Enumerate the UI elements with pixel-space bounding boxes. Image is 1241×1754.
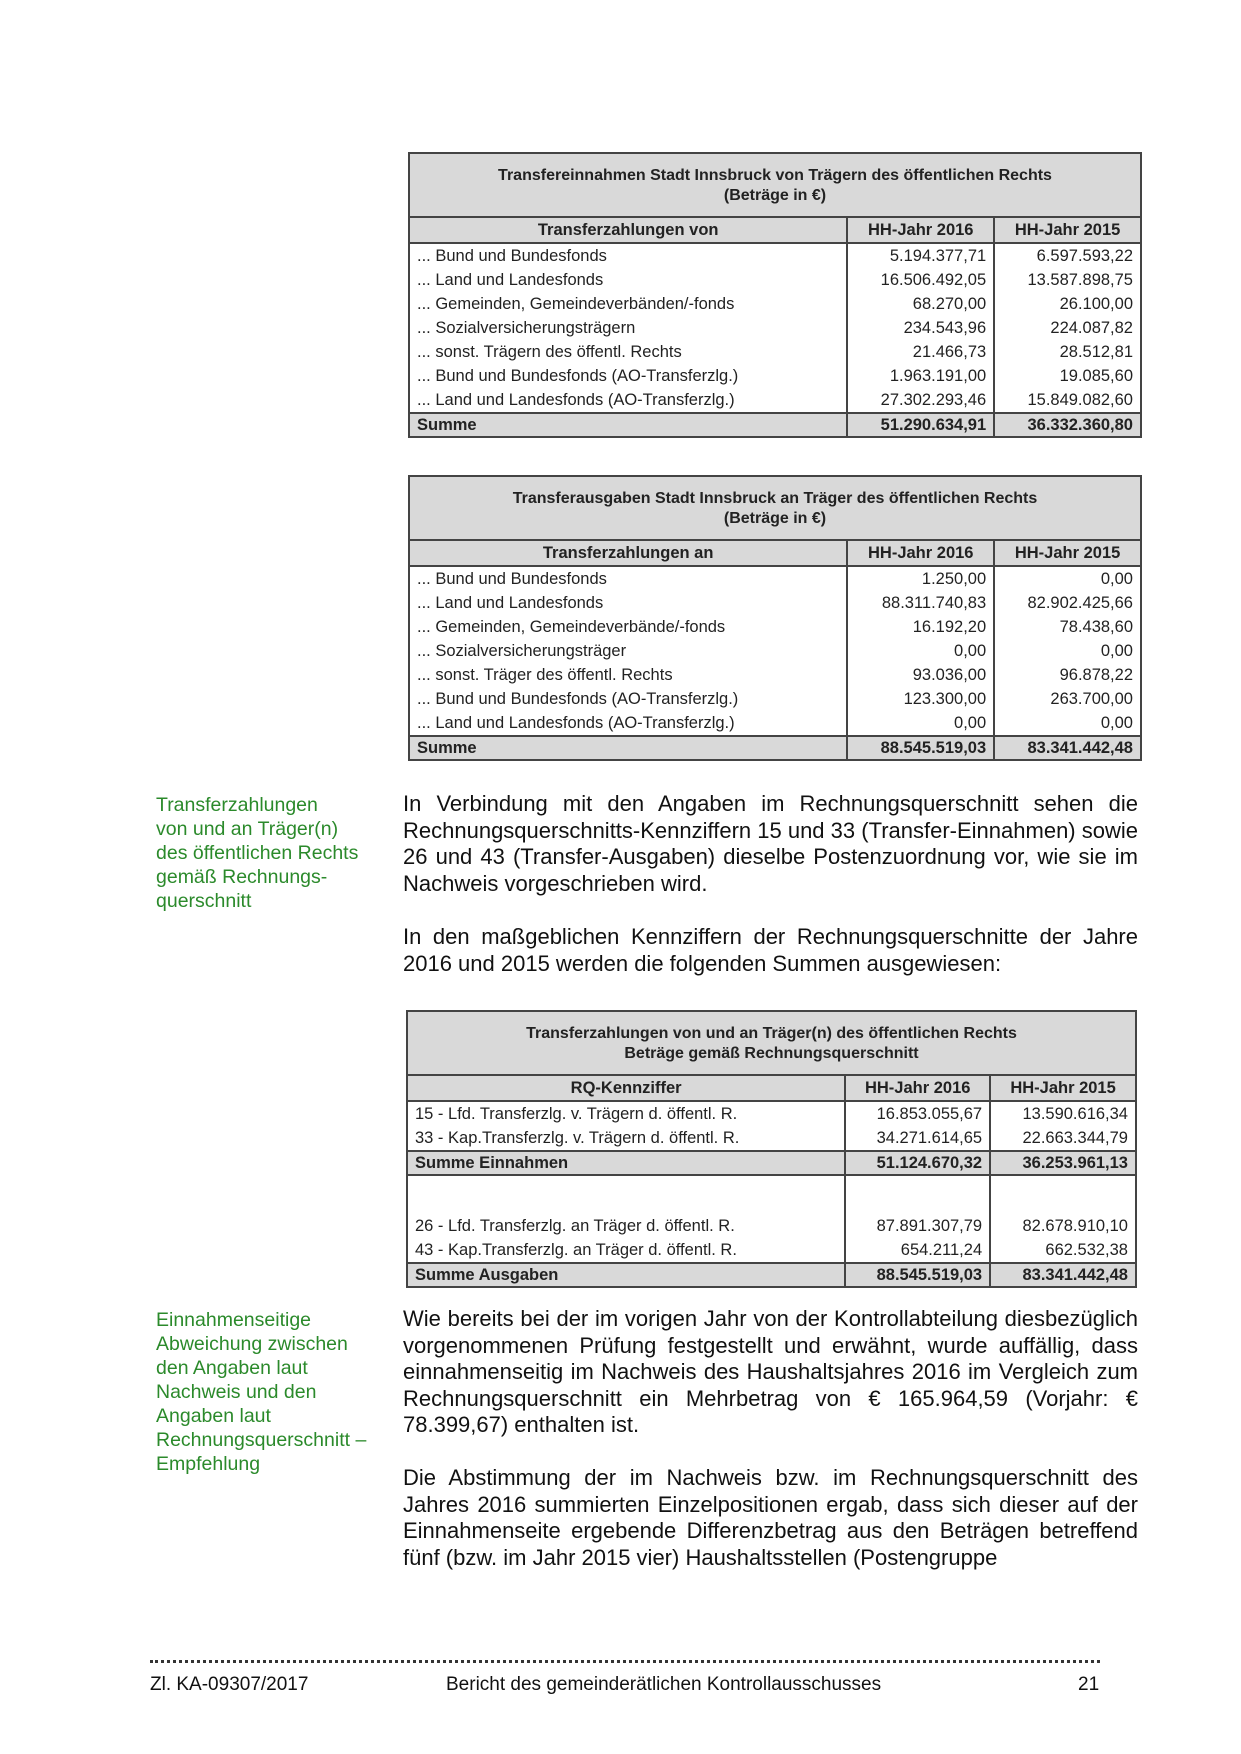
- margin-note-line: querschnitt: [156, 890, 252, 912]
- column-header: HH-Jahr 2015: [990, 1075, 1136, 1101]
- row-label: ... Land und Landesfonds: [417, 271, 604, 289]
- margin-note-line: von und an Träger(n): [156, 818, 339, 840]
- value-2016: 87.891.307,79: [845, 1214, 990, 1238]
- row-label: 33 - Kap.Transferzlg. v. Trägern d. öffentl. R.: [415, 1129, 740, 1147]
- footer-divider: [150, 1660, 1100, 1663]
- margin-note-line: Empfehlung: [156, 1453, 261, 1475]
- margin-note-income-deviation: [156, 1308, 396, 1476]
- sum-2016: 88.545.519,03: [847, 736, 994, 760]
- income-sum-row: [407, 1151, 1136, 1175]
- row-label: 43 - Kap.Transferzlg. an Träger d. öffentl. R.: [415, 1241, 737, 1259]
- value-2015: 224.087,82: [994, 316, 1141, 340]
- value-2015: 6.597.593,22: [994, 243, 1141, 268]
- table-header-row: [409, 540, 1141, 566]
- row-label: ... Sozialversicherungsträger: [417, 642, 627, 660]
- table-title-row: [409, 476, 1141, 540]
- table-row: [407, 1238, 1136, 1263]
- value-2016: 16.853.055,67: [845, 1101, 990, 1126]
- transfer-expense-table: [408, 475, 1142, 761]
- column-header: Transferzahlungen an: [409, 540, 847, 566]
- row-label: 15 - Lfd. Transferzlg. v. Trägern d. öffentl. R.: [415, 1105, 738, 1123]
- row-label: ... sonst. Träger des öffentl. Rechts: [417, 666, 673, 684]
- value-2015: 0,00: [994, 711, 1141, 736]
- value-2015: 19.085,60: [994, 364, 1141, 388]
- table-title: Transferausgaben Stadt Innsbruck an Träger des öffentlichen Rechts: [512, 490, 1038, 507]
- value-2016: 16.506.492,05: [847, 268, 994, 292]
- value-2015: 662.532,38: [990, 1238, 1136, 1263]
- value-2015: 82.678.910,10: [990, 1214, 1136, 1238]
- row-label: ... Bund und Bundesfonds (AO-Transferzlg.): [417, 367, 739, 385]
- sum-2015: 36.253.961,13: [990, 1151, 1136, 1175]
- table-row: [409, 364, 1141, 388]
- sum-2015: 36.332.360,80: [994, 413, 1141, 437]
- row-label: ... Land und Landesfonds: [417, 594, 604, 612]
- row-label: ... Gemeinden, Gemeindeverbänden/-fonds: [417, 295, 735, 313]
- spacer-row: [407, 1175, 1136, 1214]
- value-2016: 0,00: [847, 639, 994, 663]
- value-2015: 263.700,00: [994, 687, 1141, 711]
- row-label: ... Land und Landesfonds (AO-Transferzlg.): [417, 714, 735, 732]
- margin-note-line: Transferzahlungen: [156, 794, 318, 816]
- row-label: ... sonst. Trägern des öffentl. Rechts: [417, 343, 682, 361]
- table-title: Transferzahlungen von und an Träger(n) des öffentlichen Rechts: [526, 1025, 1017, 1042]
- margin-note-line: des öffentlichen Rechts: [156, 842, 359, 864]
- sum-2016: 51.290.634,91: [847, 413, 994, 437]
- sum-label: Summe: [409, 736, 847, 760]
- sum-2015: 83.341.442,48: [990, 1263, 1136, 1287]
- expense-sum-row: [407, 1263, 1136, 1287]
- sum-row: [409, 736, 1141, 760]
- table-subtitle: (Beträge in €): [723, 187, 827, 204]
- column-header: HH-Jahr 2015: [994, 540, 1141, 566]
- margin-note-line: Einnahmenseitige: [156, 1309, 312, 1331]
- table-row: [409, 566, 1141, 591]
- value-2015: 15.849.082,60: [994, 388, 1141, 413]
- value-2015: 22.663.344,79: [990, 1126, 1136, 1151]
- table-row: [409, 316, 1141, 340]
- body-paragraph: In Verbindung mit den Angaben im Rechnungsquerschnitt sehen die Rechnungsquerschnitts-Kennziffern 15 und 33 (Transfer-Einnahmen) sowie 26 und 43 (Transfer-Ausgaben) dieselbe Postenzuordnung vor, wie sie im Nachweis vorgeschrieben wird.: [403, 791, 1138, 896]
- table-row: [409, 268, 1141, 292]
- value-2016: 68.270,00: [847, 292, 994, 316]
- value-2016: 234.543,96: [847, 316, 994, 340]
- sum-label: Summe: [409, 413, 847, 437]
- table-row: [409, 591, 1141, 615]
- value-2015: 26.100,00: [994, 292, 1141, 316]
- column-header: HH-Jahr 2015: [994, 217, 1141, 243]
- margin-note-line: Angaben laut: [156, 1405, 271, 1427]
- margin-note-line: den Angaben laut: [156, 1357, 308, 1379]
- table-row: [409, 340, 1141, 364]
- table-row: [409, 615, 1141, 639]
- table-row: [409, 292, 1141, 316]
- row-label: ... Bund und Bundesfonds (AO-Transferzlg.): [417, 690, 739, 708]
- value-2015: 96.878,22: [994, 663, 1141, 687]
- value-2016: 27.302.293,46: [847, 388, 994, 413]
- row-label: ... Bund und Bundesfonds: [417, 570, 607, 588]
- margin-note-transfer-payments: [156, 793, 386, 913]
- value-2016: 1.963.191,00: [847, 364, 994, 388]
- value-2016: 1.250,00: [847, 566, 994, 591]
- row-label: ... Bund und Bundesfonds: [417, 247, 607, 265]
- column-header: RQ-Kennziffer: [407, 1075, 845, 1101]
- sum-2016: 88.545.519,03: [845, 1263, 990, 1287]
- rq-transfer-table: [406, 1010, 1137, 1288]
- table-row: [407, 1101, 1136, 1126]
- sum-label: Summe Ausgaben: [407, 1263, 845, 1287]
- table-title-row: [407, 1011, 1136, 1075]
- table-subtitle: Beträge gemäß Rechnungsquerschnitt: [624, 1045, 919, 1062]
- value-2015: 13.590.616,34: [990, 1101, 1136, 1126]
- value-2015: 28.512,81: [994, 340, 1141, 364]
- value-2015: 0,00: [994, 639, 1141, 663]
- row-label: ... Sozialversicherungsträgern: [417, 319, 636, 337]
- margin-note-line: Nachweis und den: [156, 1381, 317, 1403]
- column-header: HH-Jahr 2016: [847, 217, 994, 243]
- table-header-row: [409, 217, 1141, 243]
- value-2015: 82.902.425,66: [994, 591, 1141, 615]
- value-2016: 21.466,73: [847, 340, 994, 364]
- column-header: HH-Jahr 2016: [845, 1075, 990, 1101]
- table-row: [409, 711, 1141, 736]
- value-2016: 654.211,24: [845, 1238, 990, 1263]
- sum-2016: 51.124.670,32: [845, 1151, 990, 1175]
- row-label: ... Land und Landesfonds (AO-Transferzlg.): [417, 391, 735, 409]
- table-header-row: [407, 1075, 1136, 1101]
- value-2016: 123.300,00: [847, 687, 994, 711]
- value-2016: 93.036,00: [847, 663, 994, 687]
- column-header: Transferzahlungen von: [409, 217, 847, 243]
- table-row: [407, 1214, 1136, 1238]
- value-2016: 5.194.377,71: [847, 243, 994, 268]
- table-row: [409, 663, 1141, 687]
- value-2016: 16.192,20: [847, 615, 994, 639]
- table-title-row: [409, 153, 1141, 217]
- table-row: [409, 639, 1141, 663]
- sum-row: [409, 413, 1141, 437]
- body-paragraph: In den maßgeblichen Kennziffern der Rechnungsquerschnitte der Jahre 2016 und 2015 werden die folgenden Summen ausgewiesen:: [403, 924, 1138, 976]
- column-header: HH-Jahr 2016: [847, 540, 994, 566]
- margin-note-line: Abweichung zwischen: [156, 1333, 348, 1355]
- footer-reference: Zl. KA-09307/2017: [150, 1674, 309, 1695]
- margin-note-line: Rechnungsquerschnitt –: [156, 1429, 367, 1451]
- body-paragraph: Die Abstimmung der im Nachweis bzw. im Rechnungsquerschnitt des Jahres 2016 summierten Einzelpositionen ergab, dass sich dieser auf der Einnahmenseite ergebende Differenzbetrag aus den Beträgen betreffend fünf (bzw. im Jahr 2015 vier) Haushaltsstellen (Postengruppe: [403, 1465, 1138, 1570]
- row-label: 26 - Lfd. Transferzlg. an Träger d. öffentl. R.: [415, 1217, 735, 1235]
- table-subtitle: (Beträge in €): [723, 510, 827, 527]
- sum-2015: 83.341.442,48: [994, 736, 1141, 760]
- value-2015: 0,00: [994, 566, 1141, 591]
- value-2015: 78.438,60: [994, 615, 1141, 639]
- body-paragraph: Wie bereits bei der im vorigen Jahr von der Kontrollabteilung diesbezüglich vorgenommenen Prüfung festgestellt und erwähnt, wurde auffällig, dass einnahmenseitig im Nachweis des Haushaltsjahres 2016 im Vergleich zum Rechnungsquerschnitt ein Mehrbetrag von € 165.964,59 (Vorjahr: € 78.399,67) enthalten ist.: [403, 1306, 1138, 1437]
- table-row: [409, 687, 1141, 711]
- row-label: ... Gemeinden, Gemeindeverbände/-fonds: [417, 618, 726, 636]
- footer-title: Bericht des gemeinderätlichen Kontrollausschusses: [446, 1674, 882, 1695]
- sum-label: Summe Einnahmen: [407, 1151, 845, 1175]
- transfer-income-table: [408, 152, 1142, 438]
- value-2016: 0,00: [847, 711, 994, 736]
- margin-note-line: gemäß Rechnungs-: [156, 866, 328, 888]
- page-number: 21: [1078, 1674, 1100, 1695]
- table-title: Transfereinnahmen Stadt Innsbruck von Trägern des öffentlichen Rechts: [498, 167, 1052, 184]
- value-2016: 88.311.740,83: [847, 591, 994, 615]
- value-2016: 34.271.614,65: [845, 1126, 990, 1151]
- table-row: [409, 388, 1141, 413]
- value-2015: 13.587.898,75: [994, 268, 1141, 292]
- table-row: [407, 1126, 1136, 1151]
- table-row: [409, 243, 1141, 268]
